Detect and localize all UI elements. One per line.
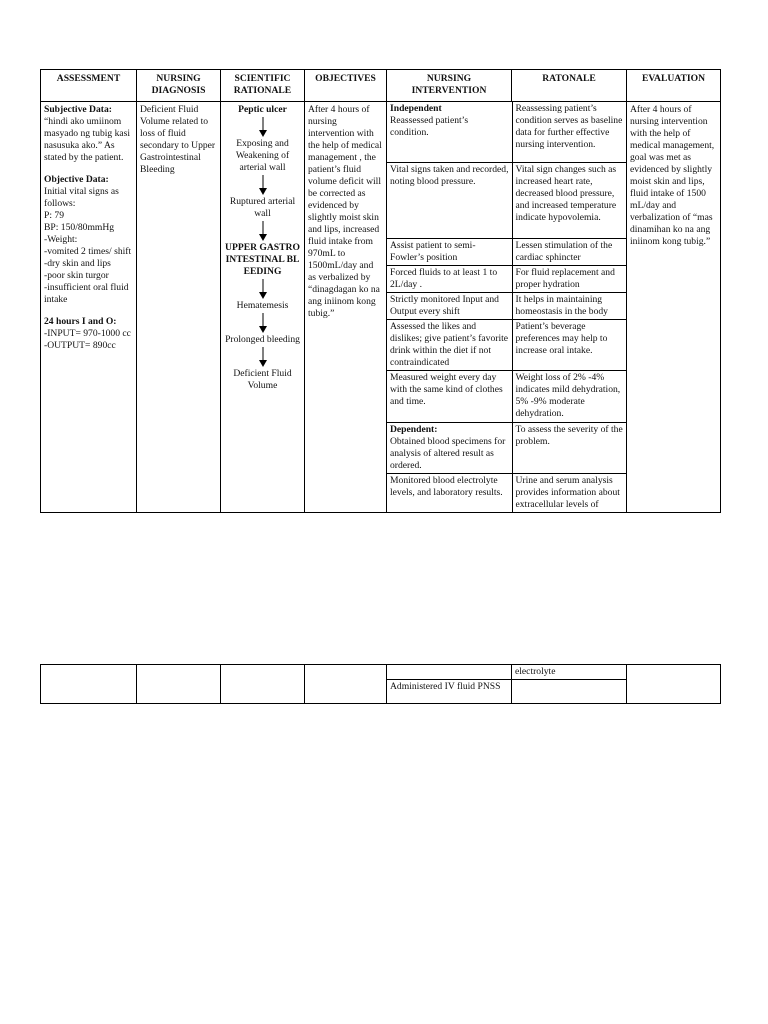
- rationale-text: To assess the severity of the problem.: [512, 422, 627, 473]
- continuation-empty-cell: [305, 665, 387, 704]
- evaluation-cell: After 4 hours of nursing intervention with the help of medical management, goal was met as evidenced by slightly moist skin and lips, fluid intake of 1500 mL/day and verbalization of “mas dinamihan ko na ang iniinom kong tubig.”: [627, 102, 721, 513]
- assessment-cell: [41, 102, 137, 513]
- rationale-text: Lessen stimulation of the cardiac sphincter: [512, 238, 627, 265]
- objective-line: Initial vital signs as follows:: [44, 186, 119, 209]
- flow-node-ugib: UPPER GASTROINTESTINAL BLEEDING: [225, 242, 300, 277]
- diagnosis-cell: Deficient Fluid Volume related to loss of fluid secondary to Upper Gastrointestinal Bleeding: [137, 102, 221, 513]
- intervention-text: Vital signs taken and recorded, noting blood pressure.: [387, 162, 512, 238]
- continuation-rationale: electrolyte: [512, 665, 627, 680]
- flow-node-deficient-fluid: Deficient Fluid Volume: [233, 368, 292, 391]
- care-plan-table: [40, 69, 721, 513]
- down-arrow-icon: [258, 313, 268, 333]
- flow-node-peptic-ulcer: Peptic ulcer: [238, 104, 287, 115]
- intervention-row: [387, 370, 627, 422]
- continuation-empty-cell: [512, 680, 627, 704]
- intervention-label: Independent: [390, 103, 442, 114]
- continuation-intervention: Administered IV fluid PNSS: [387, 680, 512, 704]
- header-objectives: OBJECTIVES: [305, 70, 387, 102]
- intervention-row: [387, 162, 627, 238]
- flow-node-arterial-wall: Exposing and Weakening of arterial wall: [235, 138, 290, 173]
- intervention-rationale-cell: [387, 102, 627, 513]
- intervention-row: [387, 238, 627, 265]
- down-arrow-icon: [258, 279, 268, 299]
- objective-line: -insufficient oral fluid intake: [44, 282, 129, 305]
- header-evaluation: EVALUATION: [627, 70, 721, 102]
- intervention-label: Dependent:: [390, 423, 438, 435]
- intervention-row: [387, 292, 627, 319]
- intervention-row: [387, 319, 627, 370]
- down-arrow-icon: [258, 117, 268, 137]
- intervention-row: [387, 102, 627, 162]
- flow-node-hematemesis: Hematemesis: [236, 300, 289, 311]
- rationale-text: Reassessing patient’s condition serves as baseline data for further effective nursing intervention.: [512, 102, 627, 162]
- down-arrow-icon: [258, 221, 268, 241]
- intervention-rationale-subtable: [387, 102, 627, 512]
- flow-node-prolonged-bleeding: Prolonged bleeding: [225, 334, 300, 345]
- continuation-empty-cell: [41, 665, 137, 704]
- objectives-cell: After 4 hours of nursing intervention with the help of medical management , the patient’s fluid volume deficit will be corrected as evidenced by slightly moist skin and lips, increased fluid intake from 970mL to 1500mL/day and as verbalized by “dinagdagan ko na ang iniinom kong tubig.”: [305, 102, 387, 513]
- subjective-text: “hindi ako umiinom masyado ng tubig kasi nasusuka ako.” As stated by the patient.: [44, 116, 131, 163]
- intervention-text: Measured weight every day with the same kind of clothes and time.: [387, 370, 512, 422]
- intervention-text: Forced fluids to at least 1 to 2L/day .: [387, 265, 512, 292]
- rationale-text: Patient’s beverage preferences may help to increase oral intake.: [512, 319, 627, 370]
- objective-line: -poor skin turgor: [44, 270, 109, 281]
- flow-node-ruptured-wall: Ruptured arterial wall: [229, 196, 296, 219]
- io-line: -OUTPUT= 890cc: [44, 340, 116, 351]
- subjective-label: Subjective Data:: [44, 104, 112, 115]
- continuation-empty-cell: [221, 665, 305, 704]
- intervention-text: Monitored blood electrolyte levels, and laboratory results.: [387, 473, 512, 512]
- header-rationale: RATONALE: [512, 70, 627, 102]
- intervention-row: [387, 265, 627, 292]
- body-row: [41, 102, 721, 513]
- rationale-text: Vital sign changes such as increased heart rate, decreased blood pressure, and increased temperature indicate hypovolemia.: [512, 162, 627, 238]
- rationale-text: It helps in maintaining homeostasis in the body: [512, 292, 627, 319]
- rationale-text: For fluid replacement and proper hydration: [512, 265, 627, 292]
- continuation-empty-cell: [387, 665, 512, 680]
- rationale-text: Weight loss of 2% -4% indicates mild dehydration, 5% -9% moderate dehydration.: [512, 370, 627, 422]
- scientific-rationale-cell: [221, 102, 305, 513]
- io-line: -INPUT= 970-1000 cc: [44, 328, 131, 339]
- intervention-text: Obtained blood specimens for analysis of altered result as ordered.: [390, 435, 506, 471]
- continuation-row-top: [41, 665, 721, 680]
- continuation-empty-cell: [627, 665, 721, 704]
- io-label: 24 hours I and O:: [44, 316, 117, 327]
- header-diagnosis: NURSING DIAGNOSIS: [137, 70, 221, 102]
- intervention-text: Strictly monitored Input and Output every shift: [387, 292, 512, 319]
- intervention-row: [387, 422, 627, 473]
- intervention-text: Reassessed patient’s condition.: [390, 115, 469, 138]
- objective-line: -Weight:: [44, 234, 78, 245]
- continuation-table: [40, 664, 721, 704]
- intervention-text: Assist patient to semi-Fowler’s position: [387, 238, 512, 265]
- continuation-empty-cell: [137, 665, 221, 704]
- header-row: [41, 70, 721, 102]
- objective-line: P: 79: [44, 210, 64, 221]
- header-scientific-rationale: SCIENTIFIC RATIONALE: [221, 70, 305, 102]
- objective-line: -dry skin and lips: [44, 258, 111, 269]
- down-arrow-icon: [258, 175, 268, 195]
- header-intervention: NURSING INTERVENTION: [387, 70, 512, 102]
- header-assessment: ASSESSMENT: [41, 70, 137, 102]
- objective-line: -vomited 2 times/ shift: [44, 246, 132, 257]
- down-arrow-icon: [258, 347, 268, 367]
- objective-label: Objective Data:: [44, 174, 109, 185]
- intervention-row: [387, 473, 627, 512]
- objective-line: BP: 150/80mmHg: [44, 222, 115, 233]
- rationale-text: Urine and serum analysis provides information about extracellular levels of: [515, 474, 620, 510]
- intervention-text: Assessed the likes and dislikes; give patient’s favorite drink within the diet if not contraindicated: [387, 319, 512, 370]
